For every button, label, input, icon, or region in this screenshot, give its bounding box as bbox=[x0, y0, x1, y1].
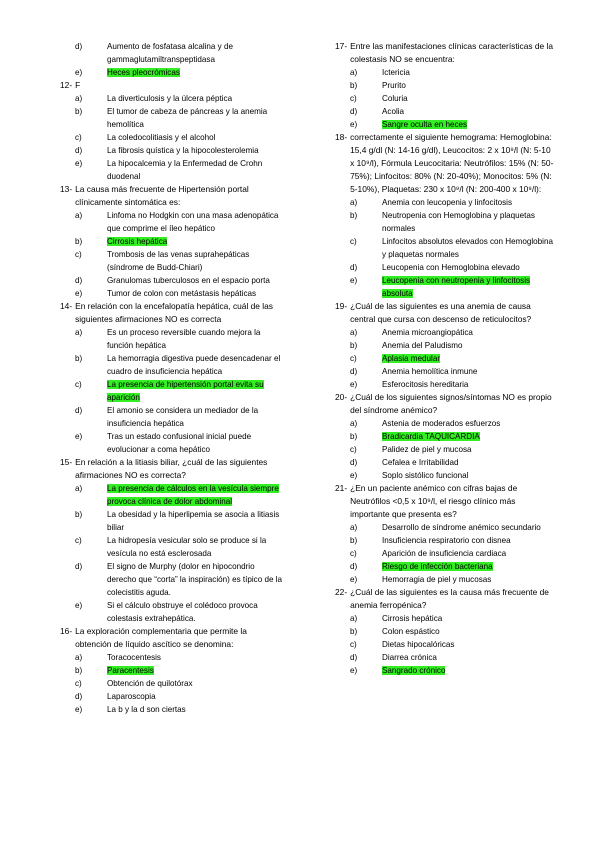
option-text: Es un proceso reversible cuando mejora la función hepática bbox=[107, 328, 261, 350]
answer-option bbox=[335, 534, 555, 547]
option-text: El signo de Murphy (dolor en hipocondrio derecho que “corta” la inspiración) es típico de la colecistitis aguda. bbox=[107, 562, 283, 597]
option-letter: d) bbox=[75, 562, 83, 571]
option-letter: d) bbox=[75, 42, 83, 51]
option-letter: d) bbox=[75, 406, 83, 415]
option-letter: e) bbox=[75, 432, 83, 441]
option-letter: d) bbox=[350, 367, 358, 376]
question-text: ¿En un paciente anémico con cifras bajas de Neutrófilos <0,5 x 10⁹/l, el riesgo clínico más importante que presenta es? bbox=[350, 483, 518, 519]
answer-option bbox=[60, 677, 282, 690]
option-text-wrapper bbox=[368, 196, 555, 209]
option-text-wrapper bbox=[93, 677, 282, 690]
answer-option bbox=[335, 469, 555, 482]
option-text: Astenia de moderados esfuerzos bbox=[382, 419, 501, 428]
question-number: 15- bbox=[60, 457, 73, 467]
answer-option bbox=[335, 456, 555, 469]
question-text: correctamente el siguiente hemograma: Hemoglobina: 15,4 g/dl (N: 14-16 g/dl), Leucocitos: 2 x 10⁹/l (N: 5-10 x 10⁹/l), Fórmula Leucocitaria: Neutrófilos: 15% (N: 50-75%); Linfocitos: 80% (N: 20-40%); Monocitos: 5% (N: 5-10%), Plaquetas: 230 x 10⁹/l (N: 200-400 x 10⁹/l): bbox=[350, 132, 554, 194]
answer-option bbox=[60, 430, 282, 456]
option-text: Dietas hipocalóricas bbox=[382, 640, 455, 649]
answer-option bbox=[60, 703, 282, 716]
option-text-wrapper bbox=[93, 664, 282, 677]
option-text: Trombosis de las venas suprahepáticas (síndrome de Budd-Chiari) bbox=[107, 250, 250, 272]
question-block bbox=[335, 40, 555, 131]
option-letter: d) bbox=[75, 276, 83, 285]
option-letter: c) bbox=[75, 133, 82, 142]
option-text-wrapper bbox=[368, 521, 555, 534]
option-letter: c) bbox=[75, 536, 82, 545]
answer-option bbox=[60, 534, 282, 560]
question-block bbox=[60, 300, 282, 456]
option-text-wrapper bbox=[368, 417, 555, 430]
option-text-wrapper bbox=[93, 508, 282, 534]
option-text: Granulomas tuberculosos en el espacio porta bbox=[107, 276, 270, 285]
answer-option bbox=[335, 352, 555, 365]
option-text-wrapper bbox=[93, 131, 282, 144]
option-letter: b) bbox=[350, 81, 358, 90]
option-letter: e) bbox=[350, 666, 358, 675]
option-letter: b) bbox=[350, 341, 358, 350]
option-letter: a) bbox=[75, 94, 83, 103]
option-text-wrapper bbox=[93, 157, 282, 183]
answer-option bbox=[335, 625, 555, 638]
option-text: Esferocitosis hereditaria bbox=[382, 380, 469, 389]
answer-option bbox=[335, 326, 555, 339]
question-block bbox=[60, 79, 282, 183]
answer-option bbox=[60, 66, 282, 79]
option-letter: c) bbox=[75, 380, 82, 389]
answer-option bbox=[60, 209, 282, 235]
option-text: Prurito bbox=[382, 81, 406, 90]
question-number: 19- bbox=[335, 301, 348, 311]
option-text-wrapper bbox=[93, 430, 282, 456]
option-letter: b) bbox=[75, 666, 83, 675]
option-letter: e) bbox=[350, 276, 358, 285]
option-letter: e) bbox=[75, 68, 83, 77]
question-block bbox=[335, 586, 555, 677]
question-number: 14- bbox=[60, 301, 73, 311]
option-text: Acolia bbox=[382, 107, 405, 116]
answer-option bbox=[60, 131, 282, 144]
answer-option bbox=[335, 664, 555, 677]
correct-answer-highlight: Bradicardia TAQUICARDIA bbox=[382, 432, 480, 441]
question-block bbox=[60, 40, 282, 79]
option-text-wrapper bbox=[93, 404, 282, 430]
correct-answer-highlight: Sangrado crónico bbox=[382, 666, 446, 675]
option-letter: b) bbox=[350, 536, 358, 545]
answer-option bbox=[60, 482, 282, 508]
option-text-wrapper bbox=[93, 105, 282, 131]
question-number: 21- bbox=[335, 483, 348, 493]
option-text-wrapper bbox=[368, 365, 555, 378]
answer-option bbox=[335, 105, 555, 118]
question-text: Entre las manifestaciones clínicas características de la colestasis NO se encuentra: bbox=[350, 41, 554, 64]
option-text: Anemia microangiopática bbox=[382, 328, 473, 337]
question-block bbox=[335, 482, 555, 586]
answer-option bbox=[60, 690, 282, 703]
answer-option bbox=[335, 339, 555, 352]
option-text: Tumor de colon con metástasis hepáticas bbox=[107, 289, 257, 298]
option-text-wrapper bbox=[368, 456, 555, 469]
option-letter: a) bbox=[350, 523, 358, 532]
answer-option bbox=[335, 79, 555, 92]
question-header bbox=[60, 183, 282, 209]
option-letter: a) bbox=[75, 211, 83, 220]
option-letter: e) bbox=[75, 705, 83, 714]
option-letter: b) bbox=[350, 627, 358, 636]
answer-option bbox=[60, 248, 282, 274]
option-text-wrapper bbox=[93, 287, 282, 300]
question-number: 16- bbox=[60, 626, 73, 636]
answer-option bbox=[335, 378, 555, 391]
option-letter: c) bbox=[350, 445, 357, 454]
option-letter: a) bbox=[350, 68, 358, 77]
option-text: La b y la d son ciertas bbox=[107, 705, 186, 714]
answer-option bbox=[335, 651, 555, 664]
option-letter: e) bbox=[350, 575, 358, 584]
question-header bbox=[60, 456, 282, 482]
option-letter: c) bbox=[350, 354, 357, 363]
option-letter: a) bbox=[350, 328, 358, 337]
option-text: Diarrea crónica bbox=[382, 653, 437, 662]
option-text-wrapper bbox=[368, 339, 555, 352]
option-letter: d) bbox=[350, 107, 358, 116]
option-text: El amonio se considera un mediador de la insuficiencia hepática bbox=[107, 406, 259, 428]
option-text: Toracocentesis bbox=[107, 653, 161, 662]
question-number: 22- bbox=[335, 587, 348, 597]
option-text: Cefalea e Irritabilidad bbox=[382, 458, 459, 467]
option-text: Colon espástico bbox=[382, 627, 440, 636]
question-header bbox=[60, 625, 282, 651]
answer-option bbox=[60, 378, 282, 404]
option-text-wrapper bbox=[93, 144, 282, 157]
option-text: Tras un estado confusional inicial puede evolucionar a coma hepático bbox=[107, 432, 252, 454]
option-text: Si el cálculo obstruye el colédoco provoca colestasis extrahepática. bbox=[107, 601, 258, 623]
option-text-wrapper bbox=[368, 560, 555, 573]
answer-option bbox=[60, 287, 282, 300]
answer-option bbox=[335, 66, 555, 79]
option-text: Anemia del Paludismo bbox=[382, 341, 463, 350]
answer-option bbox=[60, 157, 282, 183]
option-text-wrapper bbox=[93, 560, 282, 599]
option-text-wrapper bbox=[93, 482, 282, 508]
option-letter: b) bbox=[75, 107, 83, 116]
option-text: Desarrollo de síndrome anémico secundario bbox=[382, 523, 541, 532]
option-letter: e) bbox=[350, 380, 358, 389]
option-letter: c) bbox=[350, 549, 357, 558]
option-letter: d) bbox=[350, 458, 358, 467]
option-text-wrapper bbox=[368, 79, 555, 92]
option-letter: b) bbox=[350, 432, 358, 441]
option-text-wrapper bbox=[93, 274, 282, 287]
answer-option bbox=[60, 40, 282, 66]
option-text-wrapper bbox=[93, 209, 282, 235]
answer-option bbox=[335, 443, 555, 456]
question-block bbox=[335, 300, 555, 391]
question-number: 13- bbox=[60, 184, 73, 194]
option-text-wrapper bbox=[93, 534, 282, 560]
option-letter: a) bbox=[350, 198, 358, 207]
option-text-wrapper bbox=[93, 92, 282, 105]
option-letter: b) bbox=[75, 510, 83, 519]
answer-option bbox=[60, 92, 282, 105]
option-text-wrapper bbox=[368, 625, 555, 638]
option-letter: a) bbox=[350, 614, 358, 623]
option-text: Cirrosis hepática bbox=[382, 614, 443, 623]
option-letter: b) bbox=[350, 211, 358, 220]
option-text-wrapper bbox=[93, 378, 282, 404]
option-text: Anemia hemolítica inmune bbox=[382, 367, 478, 376]
question-number: 12- bbox=[60, 80, 73, 90]
option-text: Insuficiencia respiratorio con disnea bbox=[382, 536, 511, 545]
answer-option bbox=[335, 638, 555, 651]
answer-option bbox=[335, 92, 555, 105]
option-letter: d) bbox=[350, 562, 358, 571]
question-block bbox=[335, 391, 555, 482]
option-text-wrapper bbox=[93, 651, 282, 664]
option-text-wrapper bbox=[93, 326, 282, 352]
correct-answer-highlight: Leucopenia con neutropenia y linfocitosis absoluta bbox=[382, 276, 531, 298]
question-header bbox=[335, 300, 555, 326]
correct-answer-highlight: Riesgo de infección bacteriana bbox=[382, 562, 493, 571]
option-text-wrapper bbox=[368, 612, 555, 625]
question-number: 20- bbox=[335, 392, 348, 402]
answer-option bbox=[335, 235, 555, 261]
question-header bbox=[335, 391, 555, 417]
correct-answer-highlight: La presencia de hipertensión portal evita su aparición bbox=[107, 380, 264, 402]
answer-option bbox=[60, 560, 282, 599]
option-text: La diverticulosis y la úlcera péptica bbox=[107, 94, 233, 103]
option-text-wrapper bbox=[93, 703, 282, 716]
option-text-wrapper bbox=[368, 66, 555, 79]
answer-option bbox=[60, 326, 282, 352]
option-letter: a) bbox=[350, 419, 358, 428]
option-text-wrapper bbox=[368, 430, 555, 443]
option-text: La hemorragia digestiva puede desencadenar el cuadro de insuficiencia hepática bbox=[107, 354, 281, 376]
option-text-wrapper bbox=[368, 92, 555, 105]
correct-answer-highlight: Cirrosis hepática bbox=[107, 237, 168, 246]
option-text: Aparición de insuficiencia cardiaca bbox=[382, 549, 507, 558]
answer-option bbox=[60, 664, 282, 677]
option-text: Neutropenia con Hemoglobina y plaquetas normales bbox=[382, 211, 535, 233]
question-header bbox=[335, 131, 555, 196]
question-text: En relación a la litiasis biliar, ¿cuál de las siguientes afirmaciones NO es correcta? bbox=[75, 457, 268, 480]
option-text-wrapper bbox=[93, 248, 282, 274]
question-header bbox=[60, 300, 282, 326]
answer-option bbox=[60, 105, 282, 131]
option-letter: d) bbox=[75, 146, 83, 155]
option-text: Anemia con leucopenia y linfocitosis bbox=[382, 198, 513, 207]
option-letter: e) bbox=[350, 120, 358, 129]
question-block bbox=[335, 131, 555, 300]
option-text: Coluria bbox=[382, 94, 408, 103]
correct-answer-highlight: La presencia de cálculos en la vesícula siempre provoca clínica de dolor abdominal bbox=[107, 484, 279, 506]
option-letter: e) bbox=[75, 159, 83, 168]
answer-option bbox=[335, 612, 555, 625]
option-text-wrapper bbox=[93, 690, 282, 703]
option-text: Leucopenia con Hemoglobina elevado bbox=[382, 263, 520, 272]
question-header bbox=[335, 40, 555, 66]
option-text-wrapper bbox=[93, 352, 282, 378]
correct-answer-highlight: Paracentesis bbox=[107, 666, 154, 675]
option-text-wrapper bbox=[368, 352, 555, 365]
question-text: ¿Cuál de las siguientes es una anemia de causa central que cursa con descenso de reticulocitos? bbox=[350, 301, 532, 324]
answer-option bbox=[60, 352, 282, 378]
option-letter: e) bbox=[75, 601, 83, 610]
answer-option bbox=[335, 547, 555, 560]
option-text: Palidez de piel y mucosa bbox=[382, 445, 472, 454]
answer-option bbox=[335, 560, 555, 573]
answer-option bbox=[335, 118, 555, 131]
option-text: Linfocitos absolutos elevados con Hemoglobina y plaquetas normales bbox=[382, 237, 553, 259]
option-text: Hemorragia de piel y mucosas bbox=[382, 575, 492, 584]
question-text: ¿Cuál de las siguientes es la causa más frecuente de anemia ferropénica? bbox=[350, 587, 549, 610]
option-text-wrapper bbox=[368, 326, 555, 339]
right-column bbox=[335, 40, 555, 677]
option-text-wrapper bbox=[368, 261, 555, 274]
option-letter: c) bbox=[75, 679, 82, 688]
question-block bbox=[60, 183, 282, 300]
question-text: La exploración complementaria que permite la obtención de líquido ascítico se denomina: bbox=[75, 626, 247, 649]
answer-option bbox=[335, 261, 555, 274]
option-letter: a) bbox=[75, 653, 83, 662]
option-text: La fibrosis quística y la hipocolesterolemia bbox=[107, 146, 259, 155]
question-block bbox=[60, 456, 282, 625]
option-text-wrapper bbox=[368, 209, 555, 235]
correct-answer-highlight: Sangre oculta en heces bbox=[382, 120, 468, 129]
question-header bbox=[335, 482, 555, 521]
option-text-wrapper bbox=[93, 599, 282, 625]
option-text: Linfoma no Hodgkin con una masa adenopática que comprime el íleo hepático bbox=[107, 211, 279, 233]
answer-option bbox=[60, 508, 282, 534]
option-text-wrapper bbox=[368, 573, 555, 586]
option-text: Ictericia bbox=[382, 68, 410, 77]
option-text-wrapper bbox=[368, 638, 555, 651]
option-text-wrapper bbox=[368, 534, 555, 547]
option-letter: c) bbox=[75, 250, 82, 259]
left-column bbox=[60, 40, 282, 716]
option-text-wrapper bbox=[368, 378, 555, 391]
option-letter: c) bbox=[350, 640, 357, 649]
answer-option bbox=[60, 651, 282, 664]
option-letter: c) bbox=[350, 237, 357, 246]
answer-option bbox=[60, 235, 282, 248]
option-text: Laparoscopia bbox=[107, 692, 156, 701]
option-text: La hipocalcemia y la Enfermedad de Crohn duodenal bbox=[107, 159, 263, 181]
option-text-wrapper bbox=[93, 235, 282, 248]
option-text-wrapper bbox=[93, 66, 282, 79]
option-letter: c) bbox=[350, 94, 357, 103]
question-text: En relación con la encefalopatía hepática, cuál de las siguientes afirmaciones NO es correcta bbox=[75, 301, 273, 324]
option-text-wrapper bbox=[93, 40, 282, 66]
answer-option bbox=[335, 274, 555, 300]
option-text: Soplo sistólico funcional bbox=[382, 471, 469, 480]
question-number: 18- bbox=[335, 132, 348, 142]
option-text: La obesidad y la hiperlipemia se asocia a litiasis biliar bbox=[107, 510, 280, 532]
correct-answer-highlight: Heces pleocrómicas bbox=[107, 68, 180, 77]
option-text-wrapper bbox=[368, 274, 555, 300]
option-letter: d) bbox=[350, 263, 358, 272]
question-text: F bbox=[75, 80, 81, 90]
option-letter: d) bbox=[75, 692, 83, 701]
option-text-wrapper bbox=[368, 105, 555, 118]
question-text: La causa más frecuente de Hipertensión portal clínicamente sintomática es: bbox=[75, 184, 249, 207]
question-header bbox=[60, 79, 282, 92]
answer-option bbox=[335, 209, 555, 235]
option-text: Obtención de quilotórax bbox=[107, 679, 193, 688]
answer-option bbox=[60, 404, 282, 430]
answer-option bbox=[60, 274, 282, 287]
answer-option bbox=[335, 430, 555, 443]
option-text: La coledocolitiasis y el alcohol bbox=[107, 133, 216, 142]
option-text-wrapper bbox=[368, 664, 555, 677]
option-text: El tumor de cabeza de páncreas y la anemia hemolítica bbox=[107, 107, 268, 129]
option-text: La hidropesía vesicular solo se produce si la vesícula no está esclerosada bbox=[107, 536, 267, 558]
option-text-wrapper bbox=[368, 651, 555, 664]
answer-option bbox=[335, 365, 555, 378]
option-letter: a) bbox=[75, 328, 83, 337]
answer-option bbox=[335, 417, 555, 430]
question-number: 17- bbox=[335, 41, 348, 51]
question-header bbox=[335, 586, 555, 612]
option-text-wrapper bbox=[368, 118, 555, 131]
question-text: ¿Cuál de los siguientes signos/síntomas NO es propio del síndrome anémico? bbox=[350, 392, 552, 415]
option-letter: b) bbox=[75, 354, 83, 363]
correct-answer-highlight: Aplasia medular bbox=[382, 354, 441, 363]
answer-option bbox=[335, 573, 555, 586]
option-text-wrapper bbox=[368, 443, 555, 456]
option-text: Aumento de fosfatasa alcalina y de gammaglutamiltranspeptidasa bbox=[107, 42, 233, 64]
question-block bbox=[60, 625, 282, 716]
answer-option bbox=[335, 521, 555, 534]
answer-option bbox=[60, 144, 282, 157]
option-letter: a) bbox=[75, 484, 83, 493]
answer-option bbox=[60, 599, 282, 625]
option-text-wrapper bbox=[368, 235, 555, 261]
option-letter: b) bbox=[75, 237, 83, 246]
option-text-wrapper bbox=[368, 547, 555, 560]
option-letter: e) bbox=[75, 289, 83, 298]
answer-option bbox=[335, 196, 555, 209]
option-letter: d) bbox=[350, 653, 358, 662]
option-text-wrapper bbox=[368, 469, 555, 482]
option-letter: e) bbox=[350, 471, 358, 480]
